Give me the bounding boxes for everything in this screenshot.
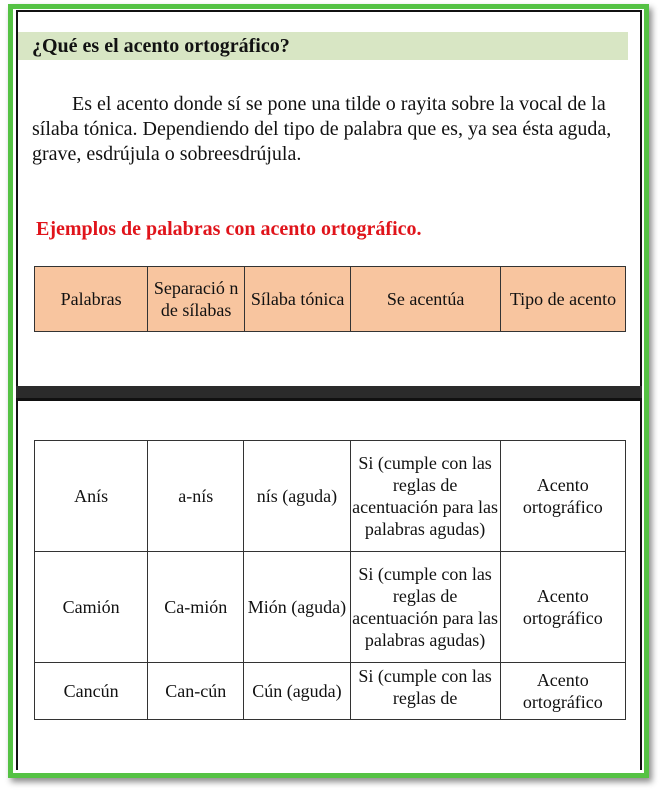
- examples-table-header: [34, 266, 626, 332]
- cell-acentua-text: Si (cumple con las reglas de: [358, 666, 492, 708]
- definition-paragraph: Es el acento donde sí se pone una tilde o rayita sobre la vocal de la sílaba tónica. Dependiendo del tipo de palabra que es, ya sea ésta aguda, grave, esdrújula o sobreesdrújula.: [32, 93, 612, 165]
- examples-table-body: [34, 440, 626, 720]
- table-header-row: [35, 267, 626, 332]
- header-se-acentua: Se acentúa: [351, 267, 501, 332]
- header-separacion: Separació n de sílabas: [148, 267, 245, 332]
- table-row: [35, 441, 626, 552]
- cell-acentua: [350, 663, 500, 720]
- header-silaba-tonica: Sílaba tónica: [245, 267, 351, 332]
- cell-silaba: Cún (aguda): [244, 663, 350, 720]
- cell-palabra: Camión: [35, 552, 148, 663]
- cell-separacion: Ca-mión: [148, 552, 244, 663]
- section-heading: ¿Qué es el acento ortográfico?: [18, 32, 628, 60]
- cell-tipo: Acento ortográfico: [500, 441, 625, 552]
- cell-silaba: Mión (aguda): [244, 552, 350, 663]
- cell-palabra: Cancún: [35, 663, 148, 720]
- cell-acentua: Si (cumple con las reglas de acentuación para las palabras agudas): [350, 441, 500, 552]
- cell-separacion: a-nís: [148, 441, 244, 552]
- header-tipo-acento: Tipo de acento: [500, 267, 625, 332]
- cell-separacion: Can-cún: [148, 663, 244, 720]
- table-row: [35, 663, 626, 720]
- cell-tipo: Acento ortográfico: [500, 552, 625, 663]
- cell-palabra: Anís: [35, 441, 148, 552]
- header-palabras: Palabras: [35, 267, 148, 332]
- cell-tipo: Acento ortográfico: [500, 663, 625, 720]
- table-row: [35, 552, 626, 663]
- examples-title: Ejemplos de palabras con acento ortográfico.: [36, 218, 422, 240]
- cell-acentua: Si (cumple con las reglas de acentuación para las palabras agudas): [350, 552, 500, 663]
- cell-silaba: nís (aguda): [244, 441, 350, 552]
